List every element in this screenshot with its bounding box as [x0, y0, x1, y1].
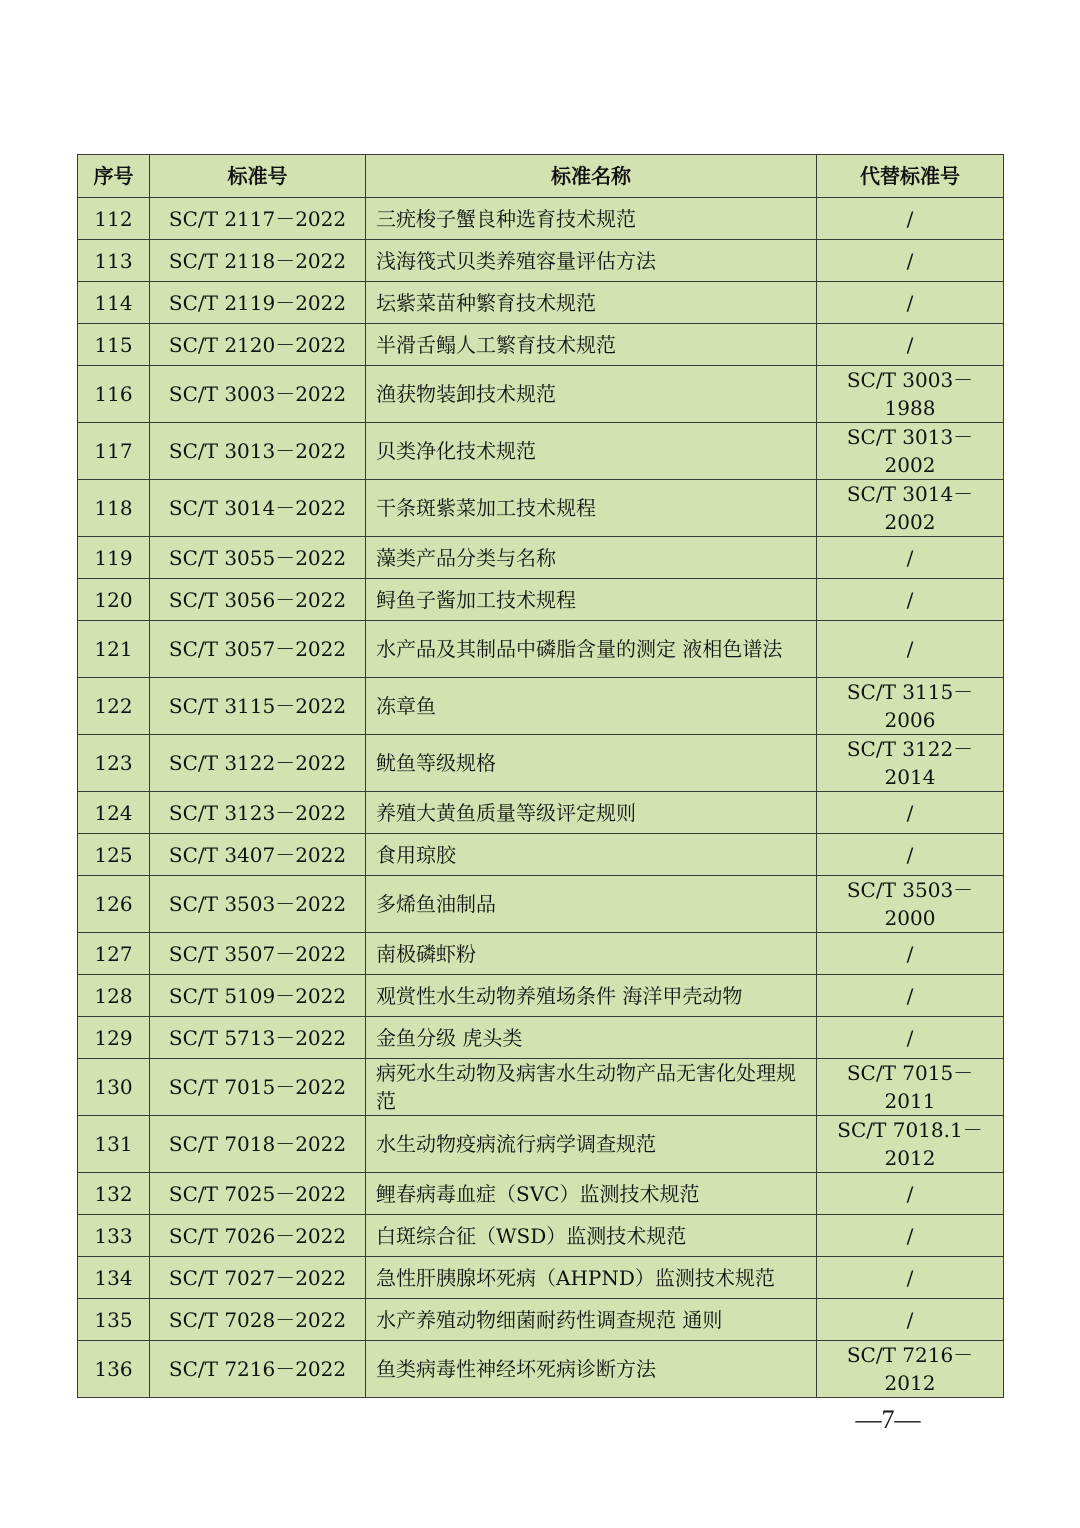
table-row [78, 792, 1004, 834]
cell-code: SC/T 5109－2022 [150, 975, 366, 1017]
cell-replaces: SC/T 7018.1－2012 [817, 1116, 1004, 1173]
cell-name: 鲤春病毒血症（SVC）监测技术规范 [366, 1173, 817, 1215]
cell-code: SC/T 7025－2022 [150, 1173, 366, 1215]
cell-replaces: SC/T 3013－2002 [817, 423, 1004, 480]
cell-replaces: / [817, 933, 1004, 975]
table-row [78, 282, 1004, 324]
cell-code: SC/T 3122－2022 [150, 735, 366, 792]
cell-name: 白斑综合征（WSD）监测技术规范 [366, 1215, 817, 1257]
cell-name: 鲟鱼子酱加工技术规程 [366, 579, 817, 621]
table-row [78, 1173, 1004, 1215]
cell-replaces: / [817, 537, 1004, 579]
cell-code: SC/T 3056－2022 [150, 579, 366, 621]
table-row [78, 579, 1004, 621]
cell-seq: 119 [78, 537, 150, 579]
cell-code: SC/T 3407－2022 [150, 834, 366, 876]
table-row [78, 324, 1004, 366]
page-number: —7— [855, 1405, 921, 1434]
cell-name: 水生动物疫病流行病学调查规范 [366, 1116, 817, 1173]
cell-code: SC/T 7028－2022 [150, 1299, 366, 1341]
cell-code: SC/T 3507－2022 [150, 933, 366, 975]
cell-replaces: / [817, 1017, 1004, 1059]
cell-replaces: / [817, 834, 1004, 876]
cell-replaces: SC/T 3014－2002 [817, 480, 1004, 537]
cell-seq: 135 [78, 1299, 150, 1341]
cell-seq: 117 [78, 423, 150, 480]
cell-name: 水产养殖动物细菌耐药性调查规范 通则 [366, 1299, 817, 1341]
cell-replaces: / [817, 792, 1004, 834]
cell-seq: 126 [78, 876, 150, 933]
cell-seq: 125 [78, 834, 150, 876]
table-row [78, 240, 1004, 282]
cell-code: SC/T 3057－2022 [150, 621, 366, 678]
table-row [78, 366, 1004, 423]
cell-name: 贝类净化技术规范 [366, 423, 817, 480]
cell-seq: 130 [78, 1059, 150, 1116]
cell-seq: 113 [78, 240, 150, 282]
cell-name: 金鱼分级 虎头类 [366, 1017, 817, 1059]
cell-name: 干条斑紫菜加工技术规程 [366, 480, 817, 537]
cell-replaces: / [817, 1299, 1004, 1341]
cell-code: SC/T 5713－2022 [150, 1017, 366, 1059]
cell-seq: 123 [78, 735, 150, 792]
cell-seq: 127 [78, 933, 150, 975]
cell-code: SC/T 2118－2022 [150, 240, 366, 282]
cell-replaces: / [817, 621, 1004, 678]
cell-replaces: SC/T 3122－2014 [817, 735, 1004, 792]
header-replaces: 代替标准号 [817, 155, 1004, 198]
table-row [78, 1299, 1004, 1341]
cell-name: 水产品及其制品中磷脂含量的测定 液相色谱法 [366, 621, 817, 678]
cell-replaces: / [817, 282, 1004, 324]
cell-code: SC/T 3503－2022 [150, 876, 366, 933]
cell-name: 三疣梭子蟹良种选育技术规范 [366, 198, 817, 240]
cell-replaces: SC/T 3003－1988 [817, 366, 1004, 423]
cell-seq: 120 [78, 579, 150, 621]
cell-seq: 131 [78, 1116, 150, 1173]
cell-seq: 122 [78, 678, 150, 735]
cell-code: SC/T 7027－2022 [150, 1257, 366, 1299]
table-header-row [78, 155, 1004, 198]
cell-seq: 118 [78, 480, 150, 537]
cell-name: 养殖大黄鱼质量等级评定规则 [366, 792, 817, 834]
cell-name: 坛紫菜苗种繁育技术规范 [366, 282, 817, 324]
cell-name: 冻章鱼 [366, 678, 817, 735]
cell-code: SC/T 3014－2022 [150, 480, 366, 537]
table-row [78, 834, 1004, 876]
cell-seq: 134 [78, 1257, 150, 1299]
cell-replaces: / [817, 1215, 1004, 1257]
table-row [78, 198, 1004, 240]
table-row [78, 933, 1004, 975]
table-row [78, 1116, 1004, 1173]
cell-code: SC/T 7026－2022 [150, 1215, 366, 1257]
table-row [78, 480, 1004, 537]
header-name: 标准名称 [366, 155, 817, 198]
cell-replaces: SC/T 3115－2006 [817, 678, 1004, 735]
cell-seq: 129 [78, 1017, 150, 1059]
cell-name: 观赏性水生动物养殖场条件 海洋甲壳动物 [366, 975, 817, 1017]
cell-seq: 116 [78, 366, 150, 423]
cell-code: SC/T 2120－2022 [150, 324, 366, 366]
standards-table [77, 154, 1004, 1398]
table-row [78, 1341, 1004, 1398]
cell-name: 病死水生动物及病害水生动物产品无害化处理规范 [366, 1059, 817, 1116]
table-row [78, 1059, 1004, 1116]
cell-seq: 136 [78, 1341, 150, 1398]
table-row [78, 621, 1004, 678]
cell-name: 浅海筏式贝类养殖容量评估方法 [366, 240, 817, 282]
cell-name: 渔获物装卸技术规范 [366, 366, 817, 423]
table-row [78, 876, 1004, 933]
cell-seq: 115 [78, 324, 150, 366]
cell-code: SC/T 3055－2022 [150, 537, 366, 579]
table-row [78, 975, 1004, 1017]
cell-name: 半滑舌鳎人工繁育技术规范 [366, 324, 817, 366]
cell-name: 藻类产品分类与名称 [366, 537, 817, 579]
table-row [78, 1215, 1004, 1257]
cell-replaces: / [817, 1173, 1004, 1215]
cell-seq: 132 [78, 1173, 150, 1215]
cell-seq: 133 [78, 1215, 150, 1257]
cell-seq: 112 [78, 198, 150, 240]
cell-replaces: SC/T 7015－2011 [817, 1059, 1004, 1116]
cell-seq: 114 [78, 282, 150, 324]
table-row [78, 678, 1004, 735]
cell-name: 急性肝胰腺坏死病（AHPND）监测技术规范 [366, 1257, 817, 1299]
cell-code: SC/T 3003－2022 [150, 366, 366, 423]
cell-seq: 128 [78, 975, 150, 1017]
table-row [78, 735, 1004, 792]
cell-replaces: SC/T 3503－2000 [817, 876, 1004, 933]
cell-replaces: SC/T 7216－2012 [817, 1341, 1004, 1398]
table-row [78, 423, 1004, 480]
cell-code: SC/T 2117－2022 [150, 198, 366, 240]
cell-replaces: / [817, 975, 1004, 1017]
cell-code: SC/T 3123－2022 [150, 792, 366, 834]
cell-code: SC/T 7018－2022 [150, 1116, 366, 1173]
cell-replaces: / [817, 1257, 1004, 1299]
cell-seq: 121 [78, 621, 150, 678]
cell-seq: 124 [78, 792, 150, 834]
cell-replaces: / [817, 579, 1004, 621]
cell-replaces: / [817, 240, 1004, 282]
header-seq: 序号 [78, 155, 150, 198]
cell-code: SC/T 3013－2022 [150, 423, 366, 480]
cell-name: 多烯鱼油制品 [366, 876, 817, 933]
cell-replaces: / [817, 198, 1004, 240]
cell-name: 食用琼胶 [366, 834, 817, 876]
table-row [78, 1017, 1004, 1059]
table-row [78, 537, 1004, 579]
cell-replaces: / [817, 324, 1004, 366]
cell-code: SC/T 3115－2022 [150, 678, 366, 735]
cell-code: SC/T 2119－2022 [150, 282, 366, 324]
cell-code: SC/T 7216－2022 [150, 1341, 366, 1398]
cell-name: 鱿鱼等级规格 [366, 735, 817, 792]
cell-name: 鱼类病毒性神经坏死病诊断方法 [366, 1341, 817, 1398]
table-body [78, 198, 1004, 1398]
cell-code: SC/T 7015－2022 [150, 1059, 366, 1116]
cell-name: 南极磷虾粉 [366, 933, 817, 975]
header-code: 标准号 [150, 155, 366, 198]
table-row [78, 1257, 1004, 1299]
